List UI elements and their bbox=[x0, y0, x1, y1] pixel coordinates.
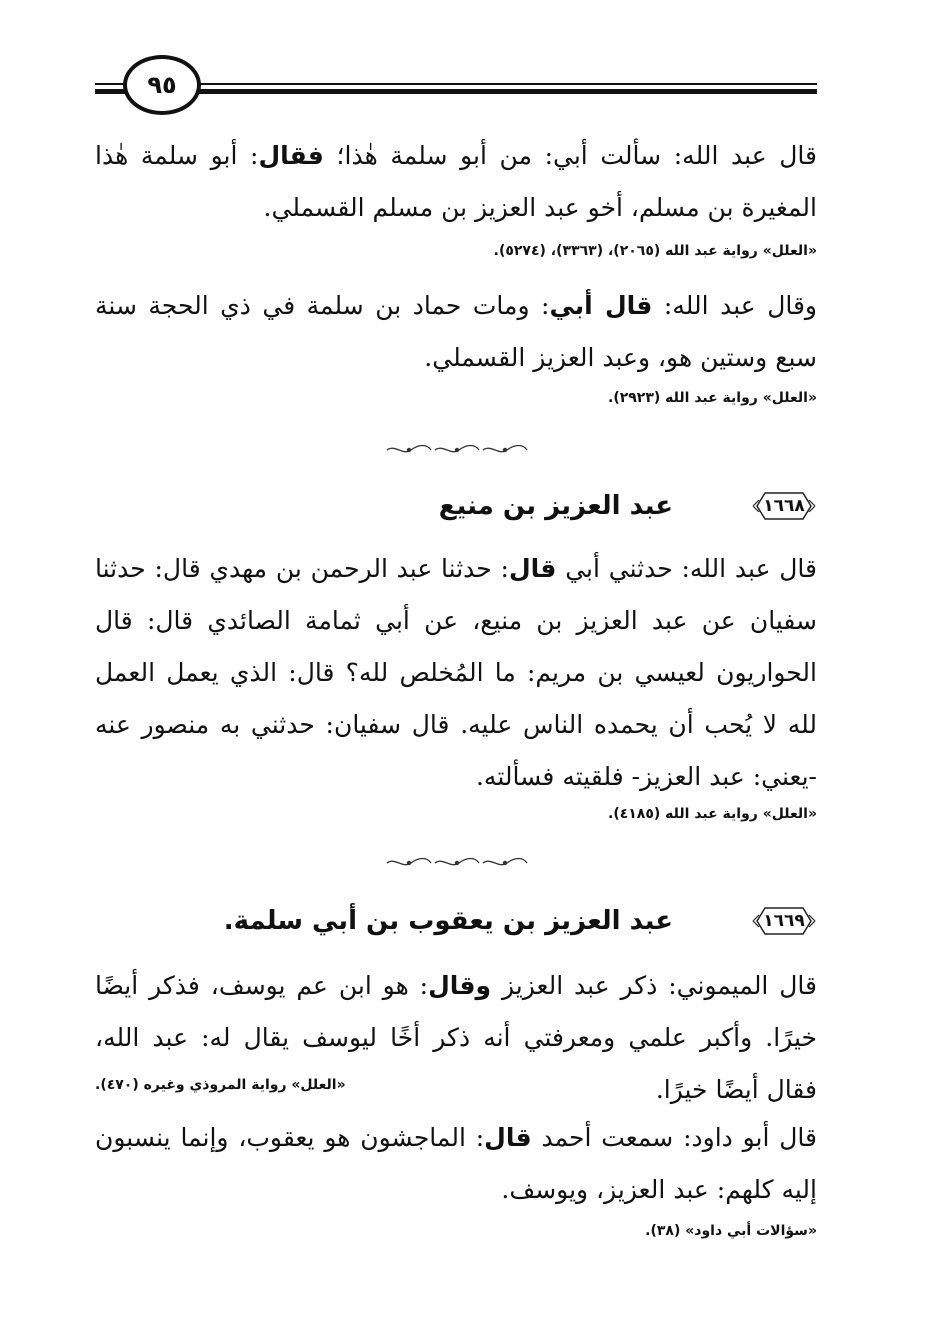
text: قال أبو داود: سمعت أحمد bbox=[531, 1123, 817, 1152]
text: وقال عبد الله: bbox=[652, 291, 817, 320]
entry-title: عبد العزيز بن يعقوب بن أبي سلمة. bbox=[223, 906, 673, 936]
bold-text: قال bbox=[508, 554, 557, 583]
entry-heading-1668 bbox=[439, 487, 817, 525]
ornament-divider bbox=[383, 856, 531, 870]
reference: «سؤالات أبي داود» (٣٨). bbox=[645, 1223, 817, 1239]
reference: «العلل» رواية المروذي وغيره (٤٧٠). bbox=[95, 1077, 346, 1093]
reference: «العلل» رواية عبد الله (٤١٨٥). bbox=[608, 806, 817, 822]
text: : حدثنا عبد الرحمن بن مهدي قال: حدثنا سفيان عن عبد العزيز بن منيع، عن أبي ثمامة الصائدي قال: قال الحواريون لعيسي بن مريم: ما المُخلص لله؟ قال: الذي يعمل العمل لله لا يُحب أن يحمده الناس عليه. قال سفيان: حدثني به منصور عنه -يعني: عبد العزيز- فلقيته فسألته. bbox=[95, 554, 817, 791]
bold-text: وقال bbox=[428, 971, 492, 1000]
text: : أبو سلمة هٰذا المغيرة بن مسلم، أخو عبد العزيز بن مسلم القسملي. bbox=[95, 141, 817, 222]
entry-number-1668 bbox=[751, 487, 817, 525]
entry-title: عبد العزيز بن منيع bbox=[438, 491, 673, 521]
entry-heading-1669 bbox=[224, 902, 817, 940]
header-rule-thick bbox=[95, 89, 817, 94]
paragraph-entry-1669-abu-dawud bbox=[95, 1112, 817, 1216]
reference: «العلل» رواية عبد الله (٢٠٦٥)، (٣٣٦٣)، (٥٢٧٤). bbox=[493, 243, 817, 259]
ornament-divider bbox=[383, 443, 531, 457]
text: : الماجشون هو يعقوب، وإنما ينسبون إليه كلهم: عبد العزيز، ويوسف. bbox=[95, 1123, 817, 1204]
paragraph-abu-salama bbox=[95, 130, 817, 234]
header-rule bbox=[95, 83, 817, 99]
page-number-badge bbox=[123, 55, 201, 115]
text: قال عبد الله: سألت أبي: من أبو سلمة هٰذا؛ bbox=[323, 141, 817, 170]
reference: «العلل» رواية عبد الله (٢٩٢٣). bbox=[608, 390, 817, 406]
text: : هو ابن عم يوسف، فذكر أيضًا خيرًا. وأكبر علمي ومعرفتي أنه ذكر أخًا ليوسف يقال له: عبد الله، فقال أيضًا خيرًا. bbox=[95, 971, 817, 1104]
text: قال عبد الله: حدثني أبي bbox=[556, 554, 817, 583]
bold-text: قال أبي bbox=[549, 291, 653, 320]
paragraph-hammad bbox=[95, 280, 817, 384]
page-number: ٩٥ bbox=[147, 71, 177, 99]
text: : ومات حماد بن سلمة في ذي الحجة سنة سبع وستين هو، وعبد العزيز القسملي. bbox=[95, 291, 817, 372]
paragraph-entry-1668 bbox=[95, 543, 817, 803]
entry-number-text: ١٦٦٩ bbox=[763, 911, 805, 931]
bold-text: فقال bbox=[258, 141, 324, 170]
bold-text: قال bbox=[484, 1123, 532, 1152]
header-rule-thin bbox=[95, 83, 817, 85]
text: قال الميموني: ذكر عبد العزيز bbox=[491, 971, 817, 1000]
entry-number-text: ١٦٦٨ bbox=[763, 496, 805, 516]
entry-number-1669 bbox=[751, 902, 817, 940]
